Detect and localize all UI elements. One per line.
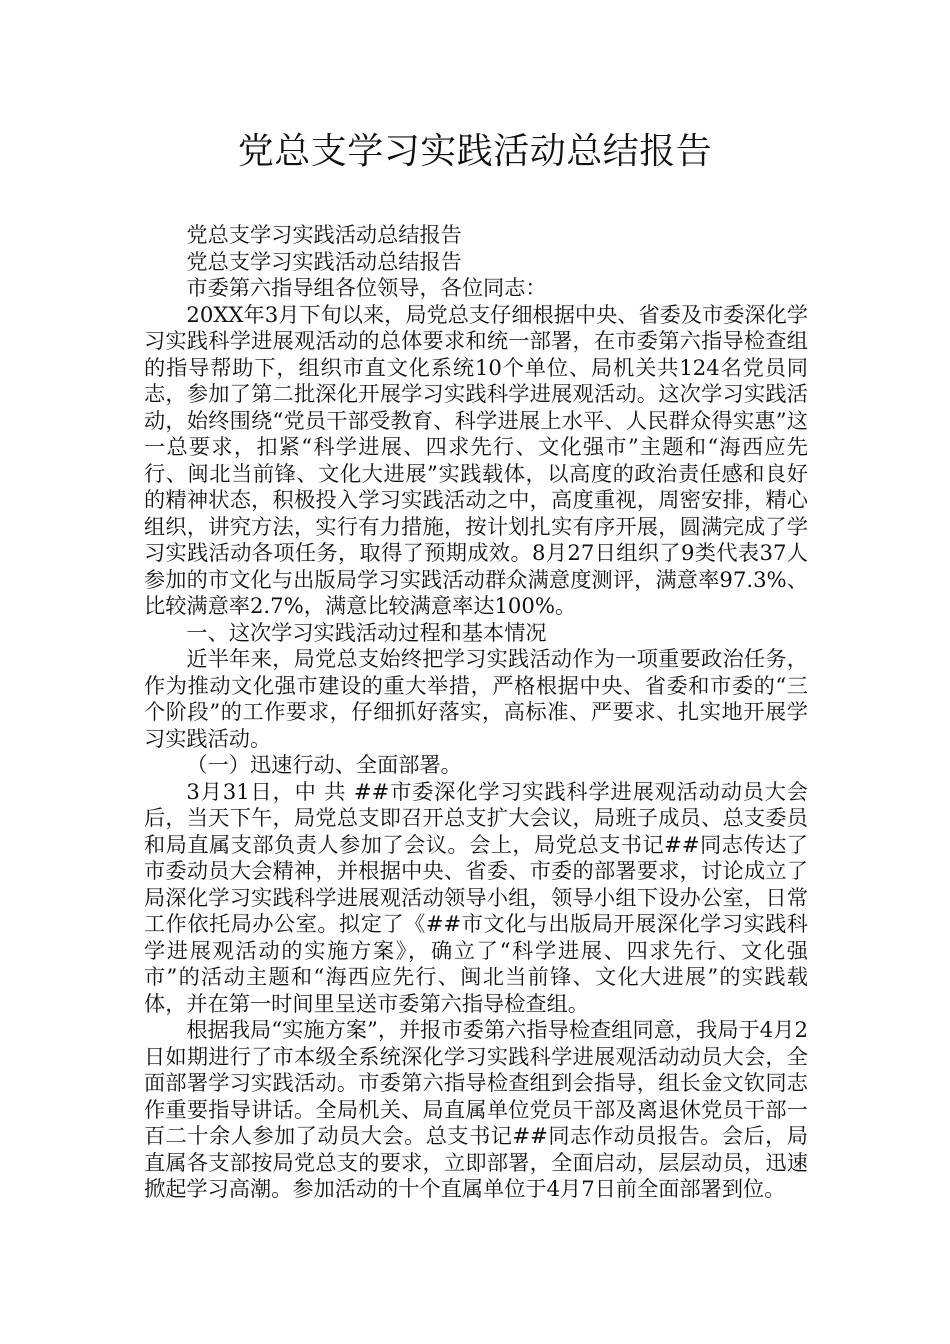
paragraph: 根据我局“实施方案”，并报市委第六指导检查组同意，我局于4月2日如期进行了市本级全系统深化学习实践科学进展观活动动员大会，全面部署学习实践活动。市委第六指导检查组到会指导，组长金文钦同志作重要指导讲话。全局机关、局直属单位党员干部及离退休党员干部一百二十余人参加了动员大会。总支书记##同志作动员报告。会后，局直属各支部按局党总支的要求，立即部署，全面启动，层层动员，迅速掀起学习高潮。参加活动的十个直属单位于4月7日前全面部署到位。 [144, 1017, 808, 1201]
subsection-heading: （一）迅速行动、全面部署。 [186, 752, 462, 777]
paragraph: 党总支学习实践活动总结报告 [186, 222, 462, 247]
paragraph: 近半年来，局党总支始终把学习实践活动作为一项重要政治任务，作为推动文化强市建设的重大举措，严格根据中央、省委和市委的“三个阶段”的工作要求，仔细抓好落实，高标准、严要求、扎实地开展学习实践活动。 [144, 646, 808, 751]
paragraph: 3月31日，中 共 ##市委深化学习实践科学进展观活动动员大会后，当天下午，局党总支即召开总支扩大会议，局班子成员、总支委员和局直属支部负责人参加了会议。会上，局党总支书记##同志传达了市委动员大会精神，并根据中央、省委、市委的部署要求，讨论成立了局深化学习实践科学进展观活动领导小组，领导小组下设办公室，日常工作依托局办公室。拟定了《##市文化与出版局开展深化学习实践科学进展观活动的实施方案》，确立了“科学进展、四求先行、文化强市”的活动主题和“海西应先行、闽北当前锋、文化大进展”的实践载体，并在第一时间里呈送市委第六指导检查组。 [144, 778, 808, 1016]
paragraph: 20XX年3月下旬以来，局党总支仔细根据中央、省委及市委深化学习实践科学进展观活动的总体要求和统一部署，在市委第六指导检查组的指导帮助下，组织市直文化系统10个单位、局机关共124名党员同志，参加了第二批深化开展学习实践科学进展观活动。这次学习实践活动，始终围绕“党员干部受教育、科学进展上水平、人民群众得实惠”这一总要求，扣紧“科学进展、四求先行、文化强市”主题和“海西应先行、闽北当前锋、文化大进展”实践载体，以高度的政治责任感和良好的精神状态，积极投入学习实践活动之中，高度重视，周密安排，精心组织，讲究方法，实行有力措施，按计划扎实有序开展，圆满完成了学习实践活动各项任务，取得了预期成效。8月27日组织了9类代表37人参加的市文化与出版局学习实践活动群众满意度测评，满意率97.3%、比较满意率2.7%，满意比较满意率达100%。 [144, 301, 808, 618]
section-heading: 一、这次学习实践活动过程和基本情况 [186, 619, 547, 645]
document-title: 党总支学习实践活动总结报告 [237, 131, 713, 172]
paragraph: 市委第六指导组各位领导，各位同志： [186, 275, 547, 300]
paragraph: 党总支学习实践活动总结报告 [186, 248, 462, 274]
document-body [144, 222, 808, 1203]
